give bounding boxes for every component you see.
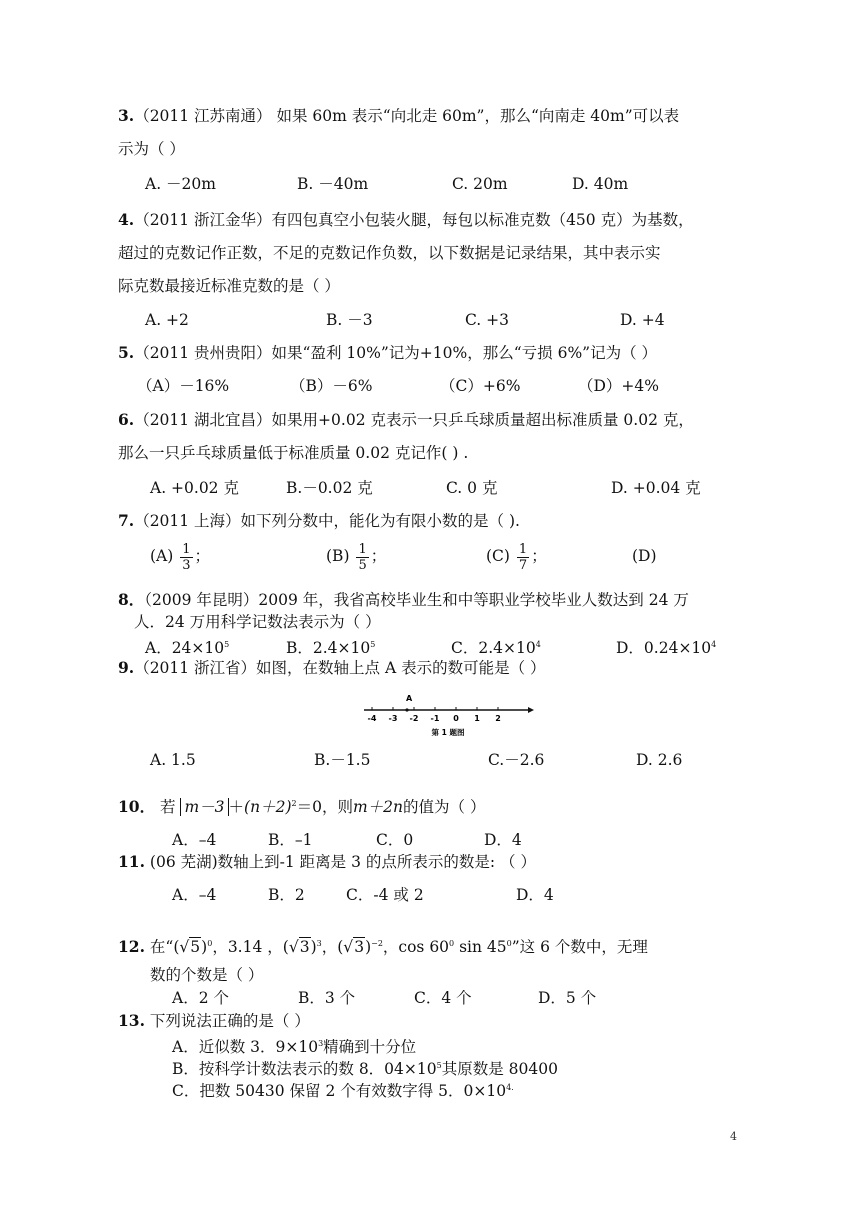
q3-option-d: D. 40m [572, 175, 629, 193]
question-5-line-1 [118, 343, 657, 363]
question-6-line-1 [118, 410, 694, 430]
q4-option-a: A. +2 [145, 311, 189, 329]
q10-option-a: A．–4 [172, 831, 217, 849]
question-number: 3. [118, 106, 135, 125]
q12-option-c: C．4 个 [414, 989, 472, 1007]
q6-option-a: A. +0.02 克 [150, 479, 239, 497]
separator: ； [194, 547, 211, 565]
q10-option-c: C．0 [376, 831, 414, 849]
tick-label: -3 [388, 714, 398, 723]
question-text: ”这 6 个数中，无理 [511, 938, 648, 956]
q10-option-d: D．4 [484, 831, 522, 849]
option-label: (B) [326, 547, 350, 565]
q5-option-d: （D）+4% [578, 377, 660, 395]
q7-option-a [150, 538, 210, 574]
question-text: 下列说法正确的是（ ） [149, 1012, 310, 1030]
question-number: 5. [118, 343, 135, 362]
q9-option-d: D. 2.6 [636, 751, 683, 769]
question-6-line-2: 那么一只乒乓球质量低于标准质量 0.02 克记作( ) . [118, 444, 469, 462]
figure-caption: 第 1 题图 [431, 728, 465, 737]
question-text: （2011 浙江金华）有四包真空小包装火腿，每包以标准克数（450 克）为基数， [134, 211, 694, 229]
q6-option-c: C. 0 克 [446, 479, 498, 497]
question-number: 11. [118, 852, 145, 871]
question-8-line-2: 人．24 万用科学记数法表示为（ ） [134, 613, 381, 631]
question-11-line-1 [118, 852, 536, 872]
q9-option-b: B.－1.5 [314, 751, 371, 769]
q9-option-c: C.－2.6 [488, 751, 545, 769]
sqrt-5: 5 [190, 938, 201, 956]
q8-option-b: B．$2.4\times 10^5$ [286, 639, 376, 657]
q4-option-b: B. －3 [326, 311, 373, 329]
question-text: ，cos 60 [382, 938, 450, 956]
point-a-label: A [406, 694, 413, 703]
fraction-one-third: $\frac{1}{3}$ [182, 541, 191, 573]
question-3-line-1 [118, 106, 679, 126]
q11-option-a: A．–4 [172, 886, 217, 904]
tick-label: -2 [409, 714, 419, 723]
question-number: 9. [118, 658, 135, 677]
question-text: （2011 浙江省）如图，在数轴上点 A 表示的数可能是（ ） [134, 659, 546, 677]
q13-option-b: B．按科学计数法表示的数 8．$04\times 10^5$其原数是 80400 [172, 1060, 558, 1078]
number-line-figure [362, 690, 534, 740]
separator: ； [531, 547, 547, 565]
tick-label: -4 [367, 714, 377, 723]
question-text: （2011 上海）如下列分数中，能化为有限小数的是（ ). [134, 512, 520, 530]
sqrt-3: 3 [299, 938, 310, 956]
question-9-line-1 [118, 658, 546, 678]
question-text: ， [321, 938, 338, 956]
q8-option-c: C．$2.4\times 10^4$ [451, 639, 541, 657]
q5-option-b: （B）－6% [290, 377, 373, 395]
tick-label: 1 [474, 714, 480, 723]
question-3-line-2: 示为（ ） [118, 140, 185, 158]
fraction-one-fifth: $\frac{1}{5}$ [358, 541, 367, 573]
expression-m-plus-2n: m＋2n [352, 798, 404, 816]
question-text: sin 45 [454, 938, 507, 956]
question-text: （2011 湖北宜昌）如果用+0.02 克表示一只乒乓球质量超出标准质量 0.02 克， [134, 411, 694, 429]
square-expression: (n＋2) [244, 798, 292, 816]
q13-option-c: C．把数 50430 保留 2 个有效数字得 5．$0\times 10^{4.}$ [172, 1082, 514, 1100]
question-4-line-2: 超过的克数记作正数，不足的克数记作负数，以下数据是记录结果，其中表示实 [118, 244, 661, 262]
question-12-line-1: 12. 在“$(√5)^0$，3.14 ，$(√3)^3$，$(√3)^{-2}$，$\cos 60^0$ $\sin 45^0$”这 6 个数中，无理 [118, 937, 648, 956]
sqrt-3-b: 3 [354, 938, 365, 956]
arrow-head [528, 707, 534, 713]
q3-option-a: A. －20m [145, 175, 216, 193]
question-text: 若 [160, 798, 176, 816]
tick-label: -1 [430, 714, 440, 723]
page-number: 4 [730, 1130, 737, 1143]
option-label: (A) [150, 547, 174, 565]
tick-label: 0 [453, 714, 459, 723]
question-12-line-2: 数的个数是（ ） [150, 966, 264, 984]
q6-option-b: B.－0.02 克 [286, 479, 373, 497]
question-text: 在“ [149, 938, 174, 956]
q3-option-b: B. －40m [297, 175, 369, 193]
question-number: 6. [118, 410, 135, 429]
question-text: ＝0，则 [296, 798, 353, 816]
q8-option-a: A．$24\times 10^5$ [145, 639, 230, 657]
question-number: 7. [118, 511, 135, 530]
question-text: ，3.14 ， [212, 938, 283, 956]
question-number: 12. [118, 937, 145, 956]
separator: ； [370, 547, 387, 565]
question-text: （2011 贵州贵阳）如果“盈利 10%”记为+10%，那么“亏损 6%”记为（ ） [134, 344, 658, 362]
q3-option-c: C. 20m [452, 175, 508, 193]
question-number: 10． [118, 797, 156, 816]
q4-option-c: C. +3 [465, 311, 510, 329]
q12-option-a: A．2 个 [172, 989, 229, 1007]
q9-option-a: A. 1.5 [150, 751, 196, 769]
q7-option-d: (D) [632, 547, 657, 565]
question-number: 4. [118, 210, 135, 229]
question-text: (06 芜湖)数轴上到-1 距离是 3 的点所表示的数是: （ ） [149, 853, 536, 871]
option-label: (C) [486, 547, 510, 565]
q13-option-a: A．近似数 3．$9\times 10^3$精确到十分位 [172, 1038, 417, 1056]
question-number: 8． [118, 590, 145, 609]
q8-option-d: D．$0.24\times 10^4$ [616, 639, 717, 657]
q11-option-c: C．-4 或 2 [346, 886, 424, 904]
q11-option-b: B．2 [268, 886, 305, 904]
question-text: （2011 江苏南通） 如果 60m 表示“向北走 60m”，那么“向南走 40m”可以表 [134, 107, 680, 125]
fraction-one-seventh: $\frac{1}{7}$ [518, 541, 528, 573]
q6-option-d: D. +0.04 克 [611, 479, 701, 497]
question-8-line-1 [118, 590, 689, 610]
q4-option-d: D. +4 [620, 311, 665, 329]
q5-option-a: （A）－16% [137, 377, 230, 395]
q7-option-b [326, 538, 386, 574]
question-10-line-1: 10． 若 $m-3 +(n+2)^2=0$，则m＋2n的值为（ ） [118, 797, 486, 816]
question-number: 13. [118, 1011, 145, 1030]
q11-option-d: D．4 [516, 886, 554, 904]
question-4-line-3: 际克数最接近标准克数的是（ ） [118, 277, 340, 295]
question-13-line-1 [118, 1011, 310, 1031]
point-a-dot [405, 708, 408, 711]
question-text: （2009 年昆明）2009 年，我省高校毕业生和中等职业学校毕业人数达到 24 万 [144, 591, 689, 609]
question-4-line-1 [118, 210, 694, 230]
tick-label: 2 [495, 714, 501, 723]
q12-option-d: D．5 个 [538, 989, 597, 1007]
q7-option-c [486, 538, 547, 574]
q5-option-c: （C）+6% [440, 377, 521, 395]
absolute-value-expression: m－3 [180, 798, 228, 816]
question-7-line-1 [118, 511, 520, 531]
q12-option-b: B．3 个 [298, 989, 356, 1007]
question-text: 的值为（ ） [403, 798, 486, 816]
q10-option-b: B．–1 [268, 831, 313, 849]
